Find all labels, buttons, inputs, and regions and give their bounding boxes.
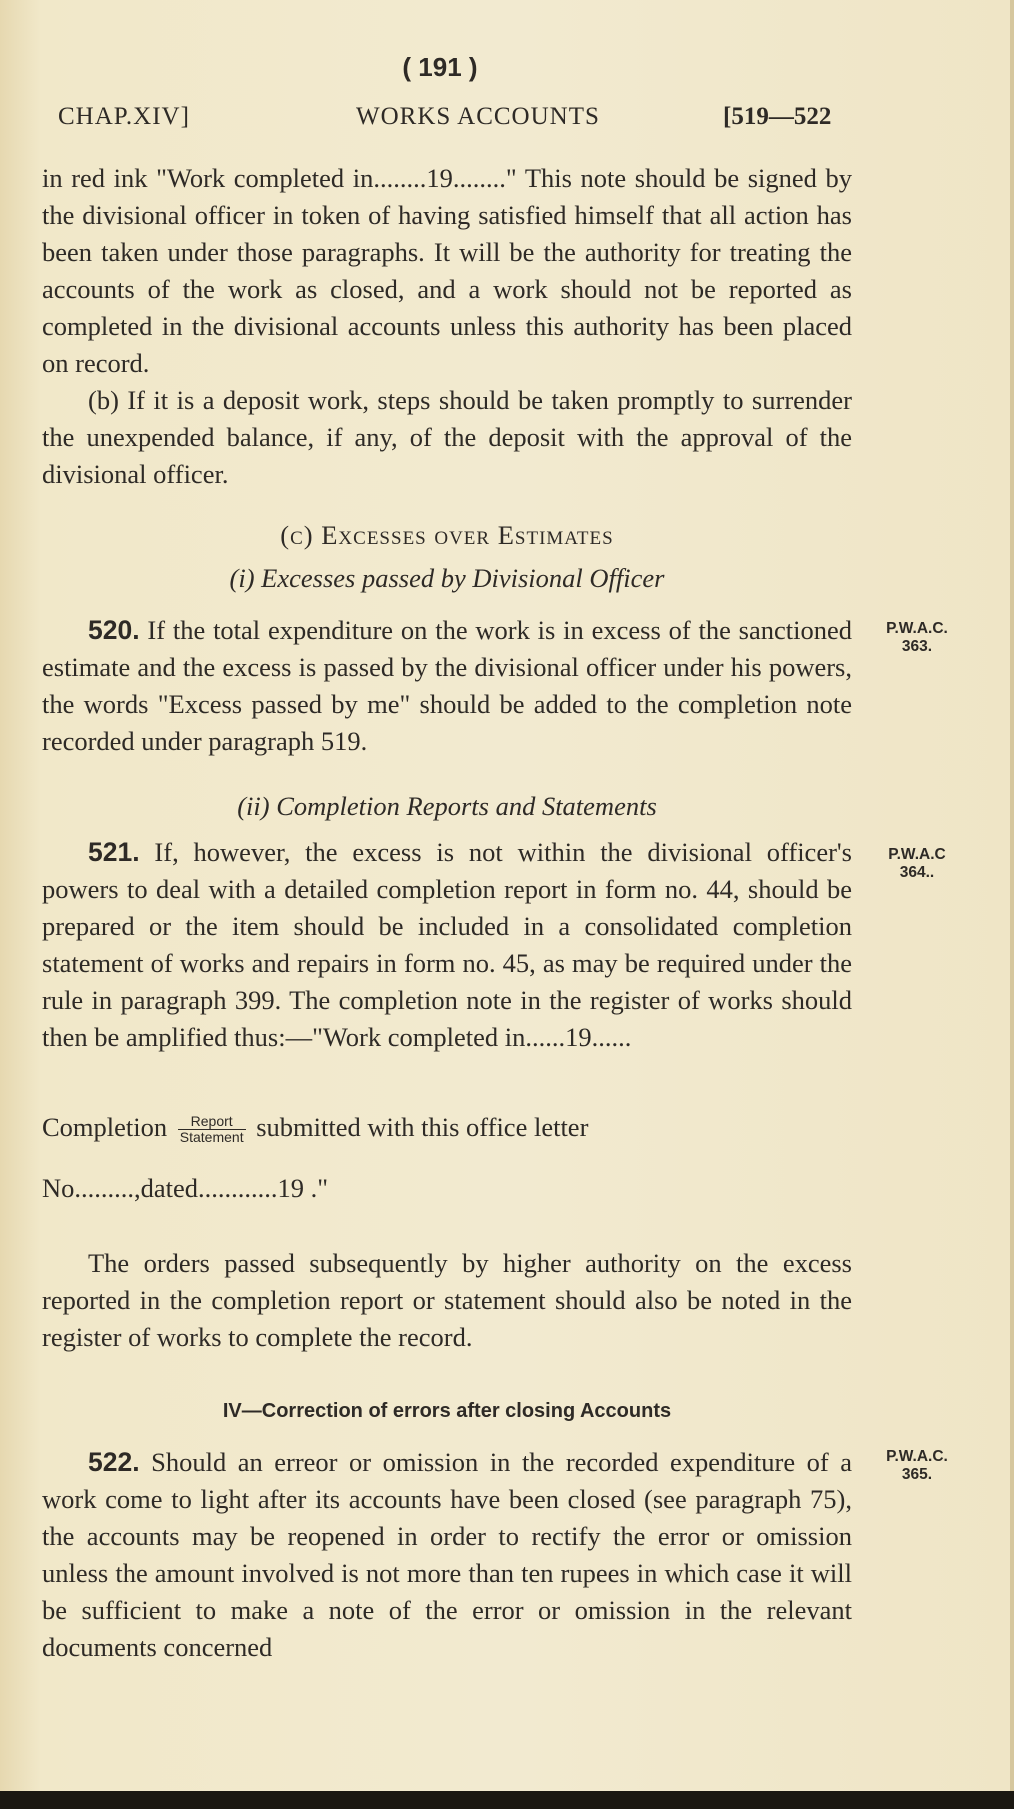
margin-ref-521: P.W.A.C 364.. bbox=[888, 846, 946, 881]
running-title: WORKS ACCOUNTS bbox=[356, 103, 600, 130]
page-bottom-edge bbox=[0, 1791, 1014, 1809]
para-number: 520. bbox=[88, 615, 140, 645]
para-522-text: Should an erreor or omission in the recorded expenditure of a work come to light after its accounts have been closed (see paragraph 75), the accounts may be reopened in order to rectify the error or omission unless the amount involved is not more than ten rupees in which case it will be sufficient to make a note of the error or omission in the relevant documents concerned bbox=[42, 1447, 852, 1662]
para-521 bbox=[42, 834, 852, 1056]
page-number: ( 191 ) bbox=[402, 52, 478, 82]
para-521-text: If, however, the excess is not within the divisional officer's powers to deal with a detailed completion report in form no. 44, should be prepared or the item should be included in a consolidated completion statement of works and repairs in form no. 45, as may be required under the rule in paragraph 399. The completion note in the register of works should then be amplified thus:—"Work completed in......19...... bbox=[42, 837, 852, 1052]
para-number: 522. bbox=[88, 1447, 140, 1477]
para-519-continuation: in red ink "Work completed in........19........" This note should be signed by the divisional officer in token of having satisfied himself that all action has been taken under those paragraphs. It will be the authority for treating the accounts of the work as closed, and a work should not be reported as completed in the divisional accounts unless this authority has been placed on record. bbox=[42, 163, 852, 378]
report-statement-fraction: $\frac{\text{Report}}{\text{Statement}}$ bbox=[179, 1113, 244, 1146]
para-519-b: (b) If it is a deposit work, steps should be taken promptly to surrender the unexpended balance, if any, of the deposit with the approval of the divisional officer. bbox=[42, 385, 852, 489]
margin-ref-520: P.W.A.C. 363. bbox=[886, 620, 948, 655]
completion-form-line: Completion $\frac{\text{Report}}{\text{Statement}}$ submitted with this office letter bbox=[42, 1112, 589, 1146]
margin-ref-522: P.W.A.C. 365. bbox=[886, 1448, 948, 1483]
para-520 bbox=[42, 612, 852, 760]
para-520-text: If the total expenditure on the work is in excess of the sanctioned estimate and the excess is passed by the divisional officer under his powers, the words "Excess passed by me" should be added to the completion note recorded under paragraph 519. bbox=[42, 615, 852, 756]
page-edge bbox=[1010, 0, 1014, 1809]
para-orders: The orders passed subsequently by higher authority on the excess reported in the completion report or statement should also be noted in the register of works to complete the record. bbox=[42, 1248, 852, 1352]
continuation-block bbox=[42, 160, 852, 493]
chapter-label: CHAP.XIV] bbox=[58, 103, 190, 130]
section-iv-heading: IV—Correction of errors after closing Accounts bbox=[222, 1400, 672, 1422]
heading-i: (i) Excesses passed by Divisional Officer bbox=[229, 563, 665, 593]
heading-ii: (ii) Completion Reports and Statements bbox=[237, 791, 657, 821]
para-522 bbox=[42, 1444, 852, 1666]
paragraph-range: [519—522 bbox=[723, 103, 832, 130]
heading-c: (c) Excesses over Estimates bbox=[280, 520, 614, 550]
para-number: 521. bbox=[88, 837, 140, 867]
completion-number-line: No.........,dated............19 ." bbox=[42, 1173, 329, 1203]
